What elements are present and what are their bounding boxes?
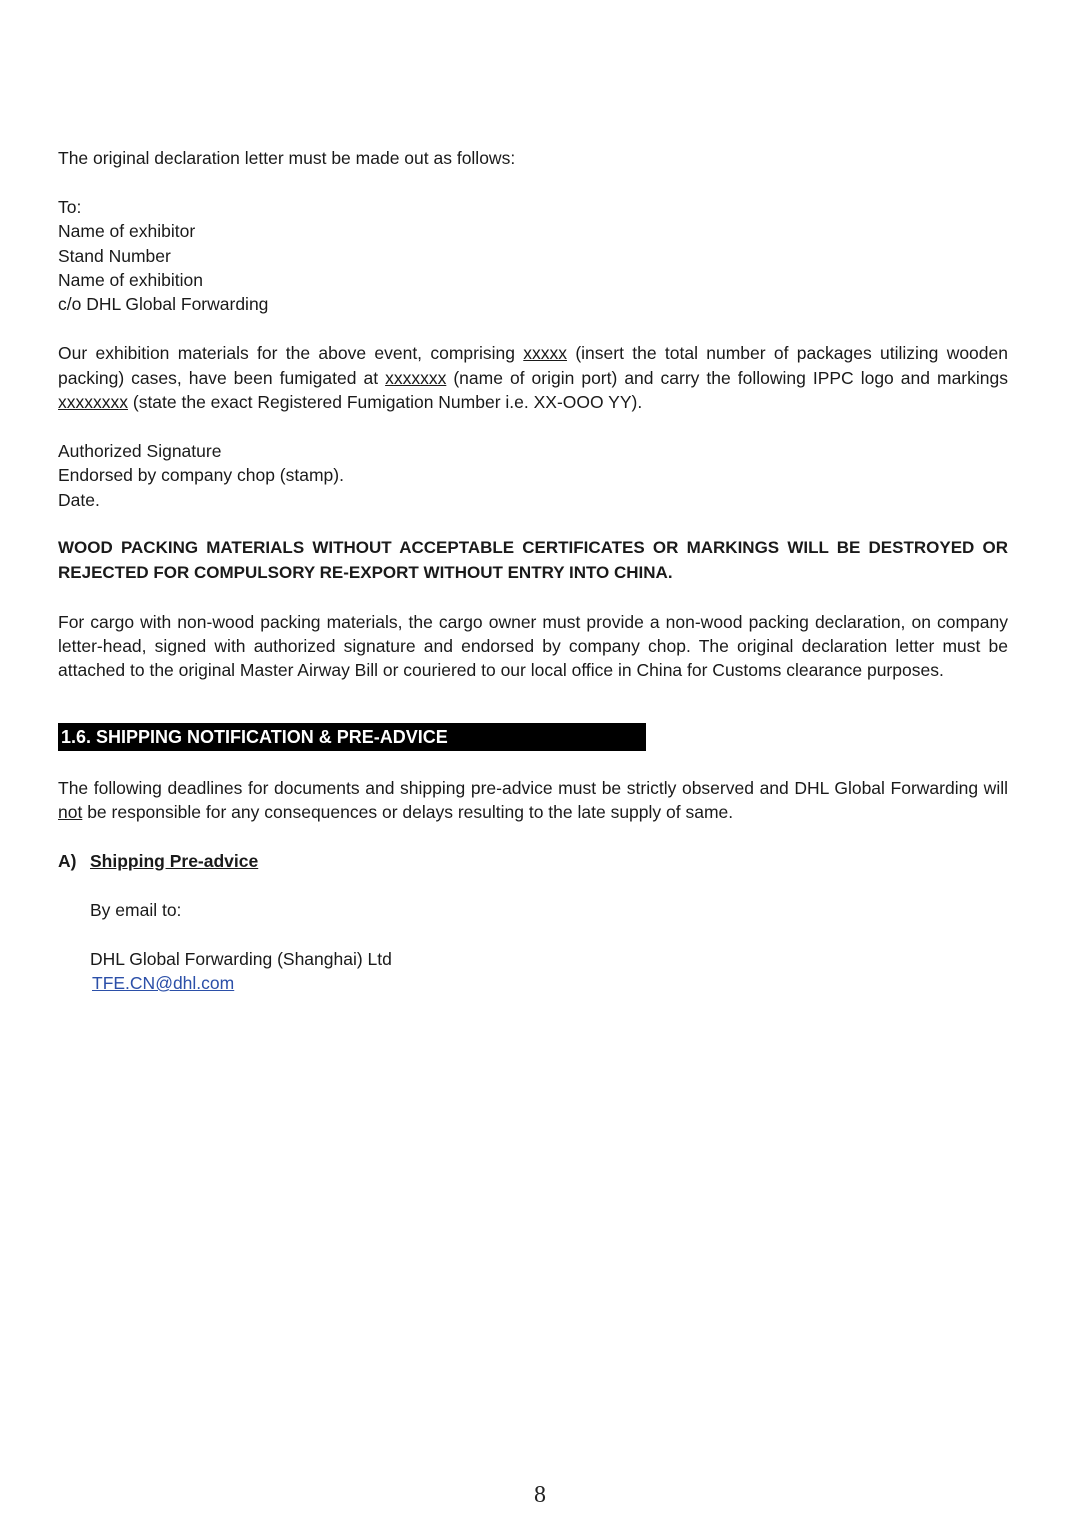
subsection-letter: A) bbox=[58, 851, 77, 872]
deadline-text-2: be responsible for any consequences or delays resulting to the late supply of same. bbox=[82, 802, 734, 823]
deadline-text-1: The following deadlines for documents and shipping pre-advice must be strictly observed and DHL Global Forwarding will bbox=[58, 777, 1008, 798]
declaration-text-2: (insert the total number of packages utilizing wooden packing) cases, have been fumigated at bbox=[58, 343, 1008, 388]
deadline-not-emphasis: not bbox=[58, 802, 83, 823]
subsection-heading bbox=[58, 849, 1008, 873]
non-wood-paragraph: For cargo with non-wood packing materials, the cargo owner must provide a non-wood packing declaration, on company letter-head, signed with authorized signature and endorsed by company chop. The original declaration letter must be attached to the original Master Airway Bill or couriered to our local office in China for Customs clearance purposes. bbox=[58, 611, 1008, 681]
warning-notice: WOOD PACKING MATERIALS WITHOUT ACCEPTABLE CERTIFICATES OR MARKINGS WILL BE DESTROYED OR REJECTED FOR COMPULSORY RE-EXPORT WITHOUT ENTRY INTO CHINA. bbox=[58, 538, 1008, 582]
signature-line: Authorized Signature bbox=[58, 440, 222, 461]
email-intro: By email to: bbox=[90, 899, 182, 920]
address-care-of: c/o DHL Global Forwarding bbox=[58, 294, 269, 315]
declaration-paragraph bbox=[58, 341, 1008, 414]
address-stand: Stand Number bbox=[58, 245, 171, 266]
page-number: 8 bbox=[534, 1482, 546, 1508]
declaration-text-3: (name of origin port) and carry the following IPPC logo and markings bbox=[446, 367, 1008, 388]
address-exhibitor: Name of exhibitor bbox=[58, 221, 196, 242]
declaration-text-1: Our exhibition materials for the above event, comprising bbox=[58, 343, 524, 364]
address-exhibition: Name of exhibition bbox=[58, 270, 203, 291]
deadline-paragraph bbox=[58, 776, 1008, 825]
declaration-text-4: (state the exact Registered Fumigation Number i.e. XX-OOO YY). bbox=[128, 392, 643, 413]
intro-text: The original declaration letter must be made out as follows: bbox=[58, 148, 516, 168]
subsection-title: Shipping Pre-advice bbox=[90, 851, 259, 872]
email-line bbox=[58, 971, 1008, 995]
address-to: To: bbox=[58, 196, 82, 217]
placeholder-package-count: xxxxx bbox=[523, 343, 568, 364]
placeholder-origin-port: xxxxxxx bbox=[385, 367, 447, 388]
placeholder-fumigation-number: xxxxxxxx bbox=[58, 392, 128, 413]
chop-line: Endorsed by company chop (stamp). bbox=[58, 465, 344, 486]
page-content bbox=[58, 146, 1008, 995]
email-link[interactable]: TFE.CN@dhl.com bbox=[92, 973, 235, 994]
section-heading: 1.6. SHIPPING NOTIFICATION & PRE-ADVICE bbox=[58, 723, 646, 751]
date-line: Date. bbox=[58, 489, 100, 510]
company-name: DHL Global Forwarding (Shanghai) Ltd bbox=[90, 948, 392, 969]
